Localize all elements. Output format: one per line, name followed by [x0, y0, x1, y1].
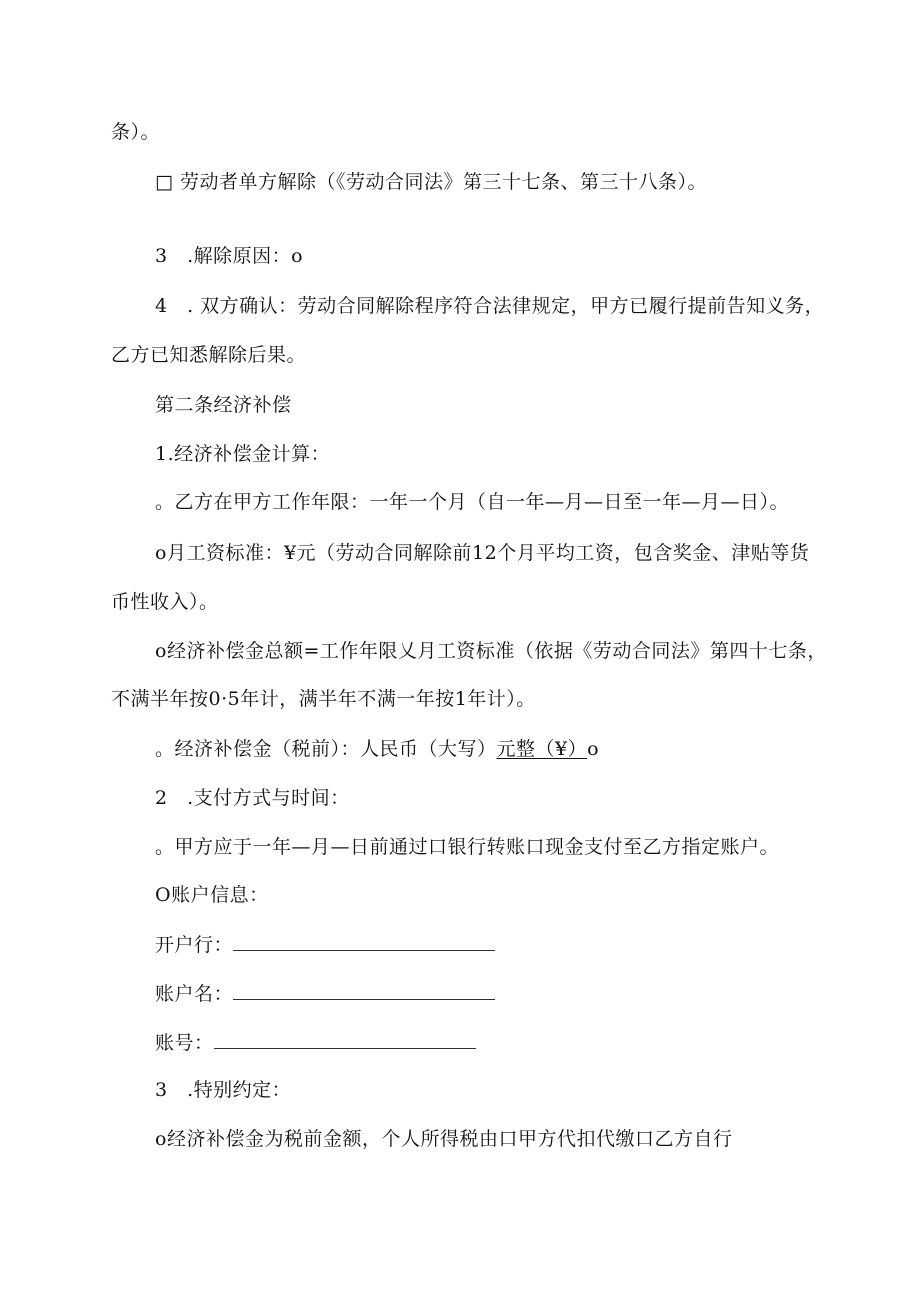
line-account-name: [155, 981, 495, 1006]
line-account-number: [155, 1030, 476, 1055]
line-tax-note: o经济补偿金为税前金额，个人所得税由口甲方代扣代缴口乙方自行: [155, 1128, 733, 1150]
compensation-amount-underlined: 元整（¥）: [496, 738, 588, 760]
line-payment-method: 2 .支付方式与时间：: [155, 787, 350, 809]
line-compensation-amount: [155, 737, 599, 761]
bank-blank-field[interactable]: [233, 932, 495, 951]
line-work-years: 。乙方在甲方工作年限：一年一个月（自一年—月—日至一年—月—日）。: [155, 491, 790, 513]
line-termination-reason: 3 .解除原因：o: [155, 245, 304, 267]
line-compensation-total: o经济补偿金总额=工作年限乂月工资标准（依据《劳动合同法》第四十七条，: [155, 640, 827, 662]
line-monthly-wage-cont: 币性收入）。: [111, 591, 219, 613]
line-account-info: O账户信息：: [155, 884, 269, 906]
compensation-amount-prefix: 。经济补偿金（税前）：人民币（大写）: [155, 738, 497, 760]
section-title-economic-compensation: 第二条经济补偿: [155, 394, 292, 416]
account-name-label: 账户名：: [155, 983, 234, 1005]
account-number-blank-field[interactable]: [214, 1030, 476, 1049]
line-monthly-wage: o月工资标准：¥元（劳动合同解除前12个月平均工资，包含奖金、津贴等货: [155, 542, 810, 564]
line-bank: [155, 932, 495, 957]
compensation-amount-suffix: o: [587, 738, 600, 760]
line-mutual-confirmation-cont: 乙方已知悉解除后果。: [111, 344, 307, 366]
account-number-label: 账号：: [155, 1032, 214, 1054]
line-clause-end: 条）。: [111, 121, 161, 143]
line-payment-deadline: 。甲方应于一年—月—日前通过口银行转账口现金支付至乙方指定账户。: [155, 836, 780, 858]
line-mutual-confirmation: 4 . 双方确认：劳动合同解除程序符合法律规定，甲方已履行提前告知义务，: [155, 295, 825, 317]
line-compensation-total-cont: 不满半年按0·5年计，满半年不满一年按1年计）。: [111, 688, 536, 710]
line-special-agreement: 3 .特别约定：: [155, 1079, 292, 1101]
line-employee-termination-option: □ 劳动者单方解除（《劳动合同法》第三十七条、第三十八条）。: [155, 171, 707, 193]
bank-label: 开户行：: [155, 934, 234, 956]
line-compensation-calculation: 1.经济补偿金计算：: [155, 443, 331, 465]
account-name-blank-field[interactable]: [233, 981, 495, 1000]
